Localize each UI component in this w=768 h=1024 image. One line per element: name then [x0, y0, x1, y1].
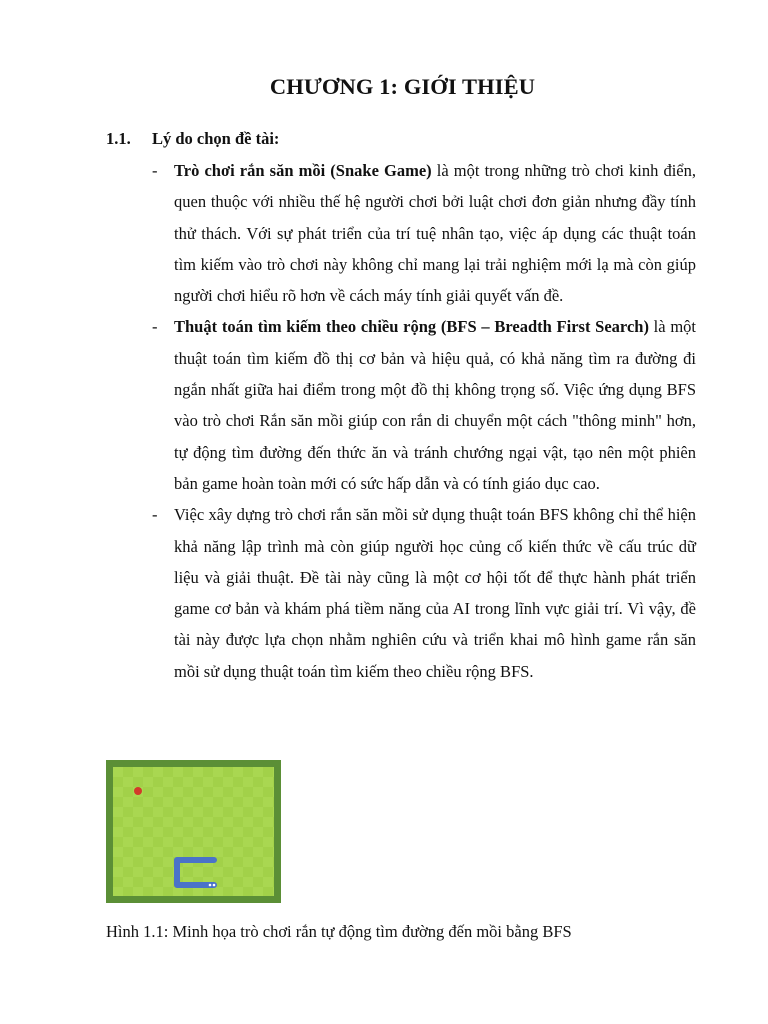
grass-tile	[213, 807, 223, 817]
grass-tile	[183, 797, 193, 807]
grass-tile	[263, 857, 273, 867]
grass-tile	[163, 797, 173, 807]
grass-tile	[223, 807, 233, 817]
grass-tile	[123, 807, 133, 817]
grass-tile	[233, 767, 243, 777]
grass-tile	[203, 837, 213, 847]
grass-tile	[203, 767, 213, 777]
grass-tile	[223, 767, 233, 777]
grass-tile	[153, 777, 163, 787]
grass-tile	[113, 797, 123, 807]
grass-tile	[123, 767, 133, 777]
grass-tile	[263, 867, 273, 877]
grass-tile	[253, 847, 263, 857]
grass-tile	[263, 817, 273, 827]
grass-tile	[203, 787, 213, 797]
grass-tile	[153, 767, 163, 777]
grass-tile	[163, 857, 173, 867]
grass-tile	[163, 827, 173, 837]
bullet-text: là một trong những trò chơi kinh điển, quen thuộc với nhiều thế hệ người chơi bởi luật chơi đơn giản nhưng đầy tính thử thách. Với sự phát triển của trí tuệ nhân tạo, việc áp dụng các thuật toán tìm kiếm vào trò chơi này không chỉ mang lại trải nghiệm mới lạ mà còn giúp người chơi hiểu rõ hơn về cách máy tính giải quyết vấn đề.	[174, 161, 696, 306]
grass-tile	[133, 797, 143, 807]
grass-tile	[223, 877, 233, 887]
grass-tile	[113, 877, 123, 887]
grass-tile	[143, 777, 153, 787]
grass-tile	[143, 797, 153, 807]
grass-tile	[143, 867, 153, 877]
grass-tile	[153, 827, 163, 837]
bullet-bold-lead: Thuật toán tìm kiếm theo chiều rộng (BFS – Breadth First Search)	[174, 317, 649, 337]
grass-tile	[153, 877, 163, 887]
grass-tile	[273, 767, 274, 777]
grass-tile	[193, 767, 203, 777]
grass-tile	[163, 767, 173, 777]
grass-tile	[223, 797, 233, 807]
grass-tile	[183, 847, 193, 857]
grass-tile	[203, 807, 213, 817]
grass-tile	[233, 877, 243, 887]
grass-tile	[193, 777, 203, 787]
grass-tile	[223, 887, 233, 896]
grass-tile	[133, 827, 143, 837]
grass-tile	[213, 797, 223, 807]
grass-tile	[163, 887, 173, 896]
grass-tile	[163, 877, 173, 887]
grass-tile	[153, 817, 163, 827]
grass-tile	[153, 807, 163, 817]
grass-tile	[123, 867, 133, 877]
grass-tile	[153, 867, 163, 877]
bullet-marker: -	[152, 505, 158, 525]
grass-tile	[263, 837, 273, 847]
grass-tile	[243, 837, 253, 847]
bullet-item	[152, 311, 696, 499]
grass-tile	[223, 837, 233, 847]
grass-tile	[253, 767, 263, 777]
grass-tile	[253, 867, 263, 877]
grass-tile	[173, 767, 183, 777]
grass-tile	[143, 817, 153, 827]
grass-tile	[223, 777, 233, 787]
grass-tile	[253, 837, 263, 847]
grass-tile	[243, 867, 253, 877]
grass-tile	[193, 797, 203, 807]
grass-tile	[273, 857, 274, 867]
grass-tile	[213, 837, 223, 847]
grass-tile	[223, 867, 233, 877]
grass-tile	[243, 817, 253, 827]
grass-tile	[173, 827, 183, 837]
grass-tile	[173, 777, 183, 787]
grass-tile	[273, 817, 274, 827]
grass-tile	[273, 787, 274, 797]
grass-tile	[143, 877, 153, 887]
section-number: 1.1.	[106, 129, 131, 148]
food-icon	[134, 787, 142, 795]
grass-tile	[213, 887, 223, 896]
grass-tile	[273, 827, 274, 837]
grass-tile	[223, 847, 233, 857]
grass-tile	[143, 847, 153, 857]
grass-tile	[163, 807, 173, 817]
grass-tile	[183, 807, 193, 817]
grass-tile	[203, 797, 213, 807]
grass-tile	[243, 877, 253, 887]
grass-tile	[133, 887, 143, 896]
grass-tile	[123, 777, 133, 787]
grass-tile	[273, 847, 274, 857]
grass-tile	[243, 787, 253, 797]
chapter-title: CHƯƠNG 1: GIỚI THIỆU	[269, 74, 536, 99]
bullet-bold-lead: Trò chơi rắn săn mồi (Snake Game)	[174, 161, 432, 180]
grass-tile	[263, 877, 273, 887]
grass-tile	[123, 887, 133, 896]
grass-tile	[183, 837, 193, 847]
grass-tile	[243, 827, 253, 837]
grass-checkerboard	[113, 767, 274, 896]
grass-tile	[253, 817, 263, 827]
grass-tile	[233, 887, 243, 896]
grass-tile	[273, 797, 274, 807]
grass-tile	[253, 877, 263, 887]
grass-tile	[143, 767, 153, 777]
grass-tile	[243, 847, 253, 857]
grass-tile	[143, 857, 153, 867]
grass-tile	[123, 787, 133, 797]
snake-game-board-image	[106, 760, 281, 903]
grass-tile	[173, 807, 183, 817]
grass-tile	[213, 847, 223, 857]
grass-tile	[253, 777, 263, 787]
section-heading	[106, 129, 279, 149]
grass-tile	[133, 807, 143, 817]
grass-tile	[143, 887, 153, 896]
grass-tile	[133, 867, 143, 877]
grass-tile	[133, 767, 143, 777]
section-title: Lý do chọn đề tài:	[152, 129, 280, 148]
grass-tile	[233, 777, 243, 787]
grass-tile	[233, 787, 243, 797]
grass-tile	[213, 827, 223, 837]
grass-tile	[233, 817, 243, 827]
grass-tile	[233, 867, 243, 877]
grass-tile	[213, 777, 223, 787]
grass-tile	[263, 807, 273, 817]
figure-caption: Hình 1.1: Minh họa trò chơi rắn tự động tìm đường đến mồi bằng BFS	[106, 922, 572, 941]
grass-tile	[163, 777, 173, 787]
grass-tile	[153, 787, 163, 797]
grass-tile	[263, 847, 273, 857]
bullet-text: Việc xây dựng trò chơi rắn săn mồi sử dụng thuật toán BFS không chỉ thể hiện khả năng lập trình mà còn giúp người học củng cố kiến thức về cấu trúc dữ liệu và giải thuật. Đề tài này cũng là một cơ hội tốt để thực hành phát triển game cơ bản và khám phá tiềm năng của AI trong lĩnh vực giải trí. Vì vậy, đề tài này được lựa chọn nhằm nghiên cứu và triển khai mô hình game rắn săn mồi sử dụng thuật toán tìm kiếm theo chiều rộng BFS.	[174, 505, 696, 681]
grass-tile	[163, 817, 173, 827]
grass-tile	[163, 847, 173, 857]
grass-tile	[143, 807, 153, 817]
grass-tile	[183, 787, 193, 797]
grass-tile	[213, 787, 223, 797]
grass-tile	[113, 887, 123, 896]
grass-tile	[233, 797, 243, 807]
grass-tile	[133, 857, 143, 867]
grass-tile	[123, 877, 133, 887]
grass-tile	[273, 807, 274, 817]
grass-tile	[113, 817, 123, 827]
bullet-item	[152, 155, 696, 311]
grass-tile	[253, 807, 263, 817]
grass-tile	[193, 887, 203, 896]
grass-tile	[173, 797, 183, 807]
grass-tile	[253, 827, 263, 837]
grass-tile	[113, 767, 123, 777]
grass-tile	[263, 797, 273, 807]
grass-tile	[223, 787, 233, 797]
grass-tile	[253, 887, 263, 896]
grass-tile	[153, 847, 163, 857]
grass-tile	[113, 837, 123, 847]
grass-tile	[243, 767, 253, 777]
grass-tile	[263, 787, 273, 797]
grass-tile	[173, 817, 183, 827]
grass-tile	[173, 837, 183, 847]
grass-tile	[163, 787, 173, 797]
grass-tile	[233, 837, 243, 847]
grass-tile	[263, 777, 273, 787]
grass-tile	[113, 847, 123, 857]
grass-tile	[173, 887, 183, 896]
grass-tile	[123, 827, 133, 837]
grass-tile	[203, 867, 213, 877]
grass-tile	[123, 857, 133, 867]
grass-tile	[273, 877, 274, 887]
grass-tile	[193, 837, 203, 847]
grass-tile	[203, 777, 213, 787]
grass-tile	[243, 887, 253, 896]
grass-tile	[123, 817, 133, 827]
grass-tile	[253, 857, 263, 867]
grass-tile	[143, 827, 153, 837]
grass-tile	[153, 887, 163, 896]
grass-tile	[183, 777, 193, 787]
grass-tile	[113, 807, 123, 817]
grass-tile	[193, 827, 203, 837]
snake-eye-icon	[213, 884, 216, 887]
grass-tile	[193, 787, 203, 797]
grass-tile	[193, 807, 203, 817]
snake-eye-icon	[209, 884, 212, 887]
grass-tile	[143, 837, 153, 847]
grass-tile	[163, 837, 173, 847]
grass-tile	[133, 877, 143, 887]
grass-tile	[233, 847, 243, 857]
snake-game-figure	[106, 760, 281, 903]
grass-tile	[133, 777, 143, 787]
grass-tile	[243, 777, 253, 787]
grass-tile	[203, 827, 213, 837]
grass-tile	[113, 787, 123, 797]
grass-tile	[263, 767, 273, 777]
grass-tile	[263, 827, 273, 837]
grass-tile	[193, 867, 203, 877]
grass-tile	[253, 787, 263, 797]
grass-tile	[123, 847, 133, 857]
grass-tile	[183, 867, 193, 877]
bullet-list	[152, 155, 696, 687]
grass-tile	[133, 817, 143, 827]
grass-tile	[183, 887, 193, 896]
grass-tile	[153, 837, 163, 847]
grass-tile	[153, 797, 163, 807]
grass-tile	[163, 867, 173, 877]
grass-tile	[273, 777, 274, 787]
grass-tile	[193, 817, 203, 827]
grass-tile	[243, 797, 253, 807]
grass-tile	[243, 857, 253, 867]
grass-tile	[263, 887, 273, 896]
bullet-text: là một thuật toán tìm kiếm đồ thị cơ bản và hiệu quả, có khả năng tìm ra đường đi ngắn nhất giữa hai điểm trong một đồ thị không trọng số. Việc ứng dụng BFS vào trò chơi Rắn săn mồi giúp con rắn di chuyển một cách "thông minh" hơn, tự động tìm đường đến thức ăn và tránh chướng ngại vật, tạo nên một phiên bản game hoàn toàn mới có sức hấp dẫn và có tính giáo dục cao.	[174, 317, 696, 493]
grass-tile	[123, 797, 133, 807]
grass-tile	[213, 867, 223, 877]
grass-tile	[183, 827, 193, 837]
grass-tile	[243, 807, 253, 817]
grass-tile	[223, 857, 233, 867]
grass-tile	[183, 817, 193, 827]
bullet-marker: -	[152, 161, 158, 180]
grass-tile	[113, 857, 123, 867]
bullet-marker: -	[152, 317, 158, 337]
grass-tile	[183, 767, 193, 777]
grass-tile	[233, 807, 243, 817]
grass-tile	[193, 847, 203, 857]
grass-tile	[253, 797, 263, 807]
grass-tile	[123, 837, 133, 847]
grass-tile	[273, 837, 274, 847]
grass-tile	[233, 857, 243, 867]
grass-tile	[143, 787, 153, 797]
grass-tile	[133, 847, 143, 857]
grass-tile	[213, 817, 223, 827]
grass-tile	[173, 847, 183, 857]
grass-tile	[233, 827, 243, 837]
grass-tile	[273, 887, 274, 896]
grass-tile	[113, 777, 123, 787]
bullet-item	[152, 499, 696, 687]
grass-tile	[203, 847, 213, 857]
grass-tile	[213, 767, 223, 777]
grass-tile	[133, 837, 143, 847]
grass-tile	[223, 817, 233, 827]
grass-tile	[273, 867, 274, 877]
grass-tile	[153, 857, 163, 867]
grass-tile	[173, 787, 183, 797]
grass-tile	[223, 827, 233, 837]
grass-tile	[203, 817, 213, 827]
grass-tile	[113, 867, 123, 877]
grass-tile	[113, 827, 123, 837]
grass-tile	[203, 887, 213, 896]
